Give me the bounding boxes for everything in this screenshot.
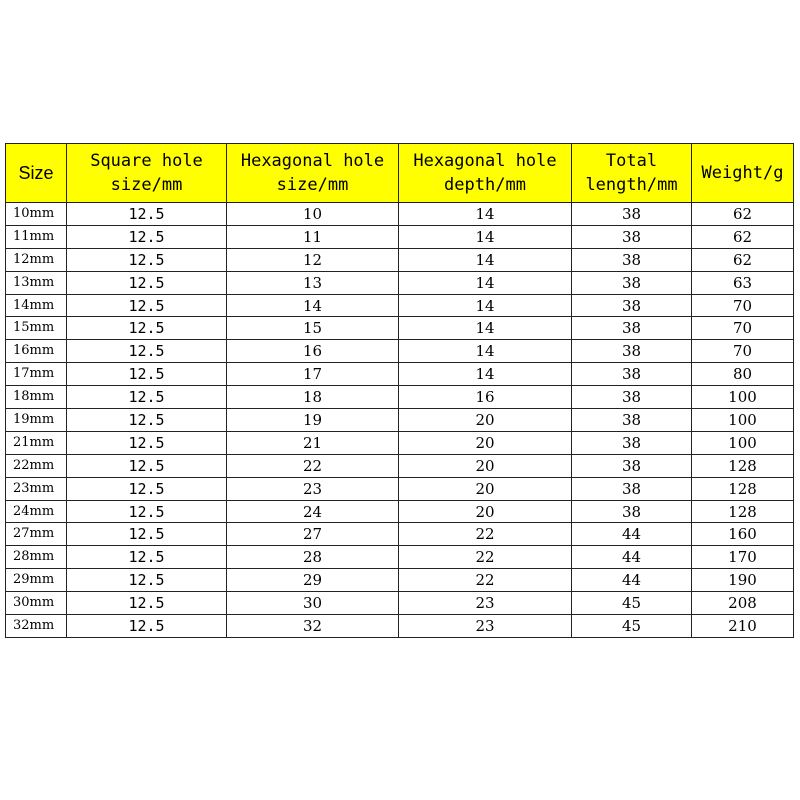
cell-size: 15mm [6,317,67,340]
cell-hexagonal-hole-depth: 14 [399,203,572,226]
table-row [6,546,794,569]
cell-hexagonal-hole-depth: 14 [399,271,572,294]
cell-size: 17mm [6,363,67,386]
table-row [6,363,794,386]
cell-hexagonal-hole-size: 13 [227,271,399,294]
cell-square-hole-size: 12.5 [67,569,227,592]
header-length-line-2: length/mm [585,175,678,195]
cell-hexagonal-hole-size: 11 [227,225,399,248]
header-length-line-1: Total [605,151,658,171]
cell-hexagonal-hole-depth: 22 [399,546,572,569]
cell-weight: 128 [692,500,794,523]
cell-weight: 70 [692,294,794,317]
cell-hexagonal-hole-size: 10 [227,203,399,226]
cell-hexagonal-hole-depth: 14 [399,294,572,317]
table-row [6,454,794,477]
cell-hexagonal-hole-size: 16 [227,340,399,363]
cell-weight: 128 [692,477,794,500]
specification-table [5,143,794,638]
cell-hexagonal-hole-size: 22 [227,454,399,477]
cell-hexagonal-hole-size: 12 [227,248,399,271]
table-row [6,409,794,432]
header-hex-size-line-2: size/mm [276,175,349,195]
table-row [6,523,794,546]
cell-size: 28mm [6,546,67,569]
cell-hexagonal-hole-size: 24 [227,500,399,523]
cell-hexagonal-hole-depth: 14 [399,248,572,271]
cell-weight: 190 [692,569,794,592]
cell-size: 24mm [6,500,67,523]
cell-square-hole-size: 12.5 [67,454,227,477]
cell-square-hole-size: 12.5 [67,386,227,409]
cell-hexagonal-hole-size: 14 [227,294,399,317]
cell-weight: 100 [692,386,794,409]
cell-hexagonal-hole-depth: 14 [399,225,572,248]
cell-size: 22mm [6,454,67,477]
cell-size: 18mm [6,386,67,409]
cell-square-hole-size: 12.5 [67,523,227,546]
cell-hexagonal-hole-depth: 16 [399,386,572,409]
cell-total-length: 38 [572,317,692,340]
cell-hexagonal-hole-size: 17 [227,363,399,386]
cell-total-length: 45 [572,615,692,638]
cell-hexagonal-hole-depth: 22 [399,523,572,546]
cell-size: 13mm [6,271,67,294]
cell-hexagonal-hole-size: 21 [227,431,399,454]
cell-total-length: 44 [572,546,692,569]
cell-hexagonal-hole-depth: 20 [399,477,572,500]
cell-size: 19mm [6,409,67,432]
table-header [6,144,794,203]
cell-square-hole-size: 12.5 [67,271,227,294]
cell-square-hole-size: 12.5 [67,477,227,500]
cell-size: 29mm [6,569,67,592]
cell-total-length: 38 [572,294,692,317]
cell-square-hole-size: 12.5 [67,546,227,569]
cell-total-length: 38 [572,203,692,226]
cell-weight: 160 [692,523,794,546]
cell-weight: 62 [692,225,794,248]
cell-size: 21mm [6,431,67,454]
table-row [6,477,794,500]
cell-size: 16mm [6,340,67,363]
cell-weight: 62 [692,248,794,271]
cell-square-hole-size: 12.5 [67,340,227,363]
cell-square-hole-size: 12.5 [67,317,227,340]
cell-weight: 62 [692,203,794,226]
cell-hexagonal-hole-depth: 20 [399,409,572,432]
cell-weight: 128 [692,454,794,477]
header-row [6,144,794,203]
cell-size: 14mm [6,294,67,317]
cell-size: 11mm [6,225,67,248]
cell-weight: 170 [692,546,794,569]
cell-square-hole-size: 12.5 [67,225,227,248]
cell-total-length: 38 [572,363,692,386]
cell-total-length: 38 [572,248,692,271]
cell-weight: 100 [692,409,794,432]
cell-hexagonal-hole-size: 29 [227,569,399,592]
cell-hexagonal-hole-depth: 23 [399,615,572,638]
cell-total-length: 38 [572,454,692,477]
cell-total-length: 44 [572,569,692,592]
cell-weight: 70 [692,340,794,363]
cell-square-hole-size: 12.5 [67,363,227,386]
cell-hexagonal-hole-size: 27 [227,523,399,546]
table-body [6,203,794,638]
cell-size: 10mm [6,203,67,226]
cell-square-hole-size: 12.5 [67,294,227,317]
cell-square-hole-size: 12.5 [67,203,227,226]
header-weight [692,144,794,203]
header-total-length [572,144,692,203]
header-weight-line-1: Weight/g [701,163,784,183]
cell-hexagonal-hole-depth: 14 [399,340,572,363]
cell-size: 32mm [6,615,67,638]
cell-hexagonal-hole-depth: 14 [399,317,572,340]
table-row [6,340,794,363]
cell-hexagonal-hole-size: 15 [227,317,399,340]
cell-hexagonal-hole-depth: 23 [399,592,572,615]
cell-square-hole-size: 12.5 [67,592,227,615]
header-square-line-1: Square hole [90,151,203,171]
cell-total-length: 38 [572,431,692,454]
cell-total-length: 38 [572,225,692,248]
cell-total-length: 38 [572,409,692,432]
cell-weight: 208 [692,592,794,615]
header-hex-size-line-1: Hexagonal hole [240,151,385,171]
table-row [6,592,794,615]
cell-size: 30mm [6,592,67,615]
cell-size: 12mm [6,248,67,271]
cell-total-length: 38 [572,386,692,409]
cell-total-length: 44 [572,523,692,546]
table-row [6,225,794,248]
cell-hexagonal-hole-size: 18 [227,386,399,409]
header-hex-depth-line-1: Hexagonal hole [413,151,557,171]
cell-square-hole-size: 12.5 [67,409,227,432]
cell-size: 27mm [6,523,67,546]
cell-hexagonal-hole-depth: 14 [399,363,572,386]
header-square-line-2: size/mm [110,175,183,195]
table-row [6,431,794,454]
cell-square-hole-size: 12.5 [67,431,227,454]
header-hexagonal-hole-depth [399,144,572,203]
cell-weight: 100 [692,431,794,454]
table-row [6,203,794,226]
header-hex-depth-line-2: depth/mm [444,175,526,195]
cell-hexagonal-hole-size: 28 [227,546,399,569]
cell-total-length: 38 [572,500,692,523]
table-row [6,615,794,638]
cell-total-length: 45 [572,592,692,615]
cell-square-hole-size: 12.5 [67,500,227,523]
cell-weight: 70 [692,317,794,340]
cell-hexagonal-hole-depth: 20 [399,454,572,477]
cell-size: 23mm [6,477,67,500]
table-row [6,248,794,271]
cell-square-hole-size: 12.5 [67,248,227,271]
table-row [6,271,794,294]
cell-weight: 63 [692,271,794,294]
cell-hexagonal-hole-size: 30 [227,592,399,615]
header-size-line-1: Size [18,163,54,183]
cell-weight: 210 [692,615,794,638]
cell-hexagonal-hole-size: 19 [227,409,399,432]
cell-weight: 80 [692,363,794,386]
header-hexagonal-hole-size [227,144,399,203]
table-row [6,317,794,340]
cell-hexagonal-hole-size: 23 [227,477,399,500]
table-row [6,569,794,592]
cell-hexagonal-hole-depth: 20 [399,431,572,454]
cell-hexagonal-hole-size: 32 [227,615,399,638]
table-row [6,386,794,409]
cell-hexagonal-hole-depth: 20 [399,500,572,523]
cell-square-hole-size: 12.5 [67,615,227,638]
cell-total-length: 38 [572,340,692,363]
cell-total-length: 38 [572,477,692,500]
table-row [6,294,794,317]
header-size [6,144,67,203]
table-row [6,500,794,523]
header-square-hole-size [67,144,227,203]
cell-total-length: 38 [572,271,692,294]
cell-hexagonal-hole-depth: 22 [399,569,572,592]
